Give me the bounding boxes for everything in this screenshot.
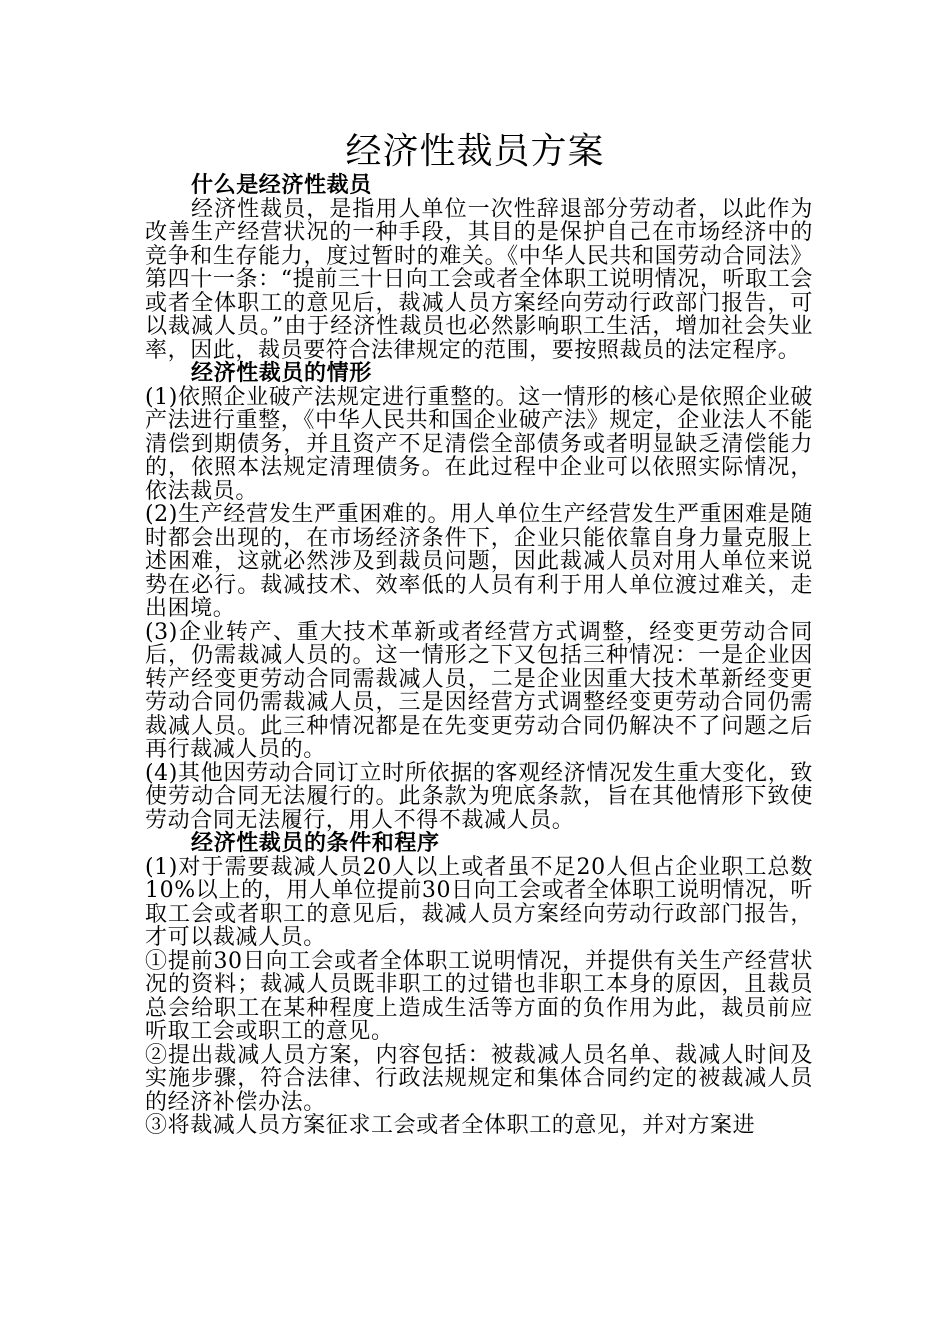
body-paragraph: ③将裁减人员方案征求工会或者全体职工的意见，并对方案进 [145,1113,756,1138]
body-paragraph: (1)对于需要裁减人员20人以上或者虽不足20人但占企业职工总数10%以上的，用人单位提前30日向工会或者全体职工说明情况，听取工会或者职工的意见后，裁减人员方案经向劳动行政部门报告，才可以裁减人员。 [145,854,813,950]
document-title: 经济性裁员方案 [345,131,605,172]
section-heading: 什么是经济性裁员 [191,172,372,198]
section-heading: 经济性裁员的情形 [191,360,372,386]
body-paragraph: 经济性裁员，是指用人单位一次性辞退部分劳动者，以此作为改善生产经营状况的一种手段，其目的是保护自己在市场经济中的竞争和生存能力，度过暂时的难关。《中华人民共和国劳动合同法》第四十一条：“提前三十日向工会或者全体职工说明情况，听取工会或者全体职工的意见后，裁减人员方案经向劳动行政部门报告，可以裁减人员。”由于经济性裁员也必然影响职工生活，增加社会失业率，因此，裁员要符合法律规定的范围，要按照裁员的法定程序。 [145,196,813,363]
body-paragraph: (3)企业转产、重大技术革新或者经营方式调整，经变更劳动合同后，仍需裁减人员的。这一情形之下又包括三种情况：一是企业因转产经变更劳动合同需裁减人员，二是企业因重大技术革新经变更劳动合同仍需裁减人员，三是因经营方式调整经变更劳动合同仍需裁减人员。此三种情况都是在先变更劳动合同仍解决不了问题之后再行裁减人员的。 [145,619,813,762]
body-paragraph: ②提出裁减人员方案，内容包括：被裁减人员名单、裁减人时间及实施步骤，符合法律、行政法规规定和集体合同约定的被裁减人员的经济补偿办法。 [145,1042,813,1115]
body-paragraph: (2)生产经营发生严重困难的。用人单位生产经营发生严重困难是随时都会出现的，在市场经济条件下，企业只能依靠自身力量克服上述困难，这就必然涉及到裁员问题，因此裁减人员对用人单位来说势在必行。裁减技术、效率低的人员有利于用人单位渡过难关，走出困境。 [145,502,813,621]
body-paragraph: (1)依照企业破产法规定进行重整的。这一情形的核心是依照企业破产法进行重整，《中华人民共和国企业破产法》规定，企业法人不能清偿到期债务，并且资产不足清偿全部债务或者明显缺乏清偿能力的，依照本法规定清理债务。在此过程中企业可以依照实际情况，依法裁员。 [145,384,813,504]
document-body [145,174,813,1138]
body-paragraph: ①提前30日向工会或者全体职工说明情况，并提供有关生产经营状况的资料；裁减人员既非职工的过错也非职工本身的原因，且裁员总会给职工在某种程度上造成生活等方面的负作用为此，裁员前应听取工会或职工的意见。 [145,948,813,1044]
section-heading: 经济性裁员的条件和程序 [191,830,440,856]
body-paragraph: (4)其他因劳动合同订立时所依据的客观经济情况发生重大变化，致使劳动合同无法履行的。此条款为兜底条款，旨在其他情形下致使劳动合同无法履行，用人不得不裁减人员。 [145,760,813,833]
